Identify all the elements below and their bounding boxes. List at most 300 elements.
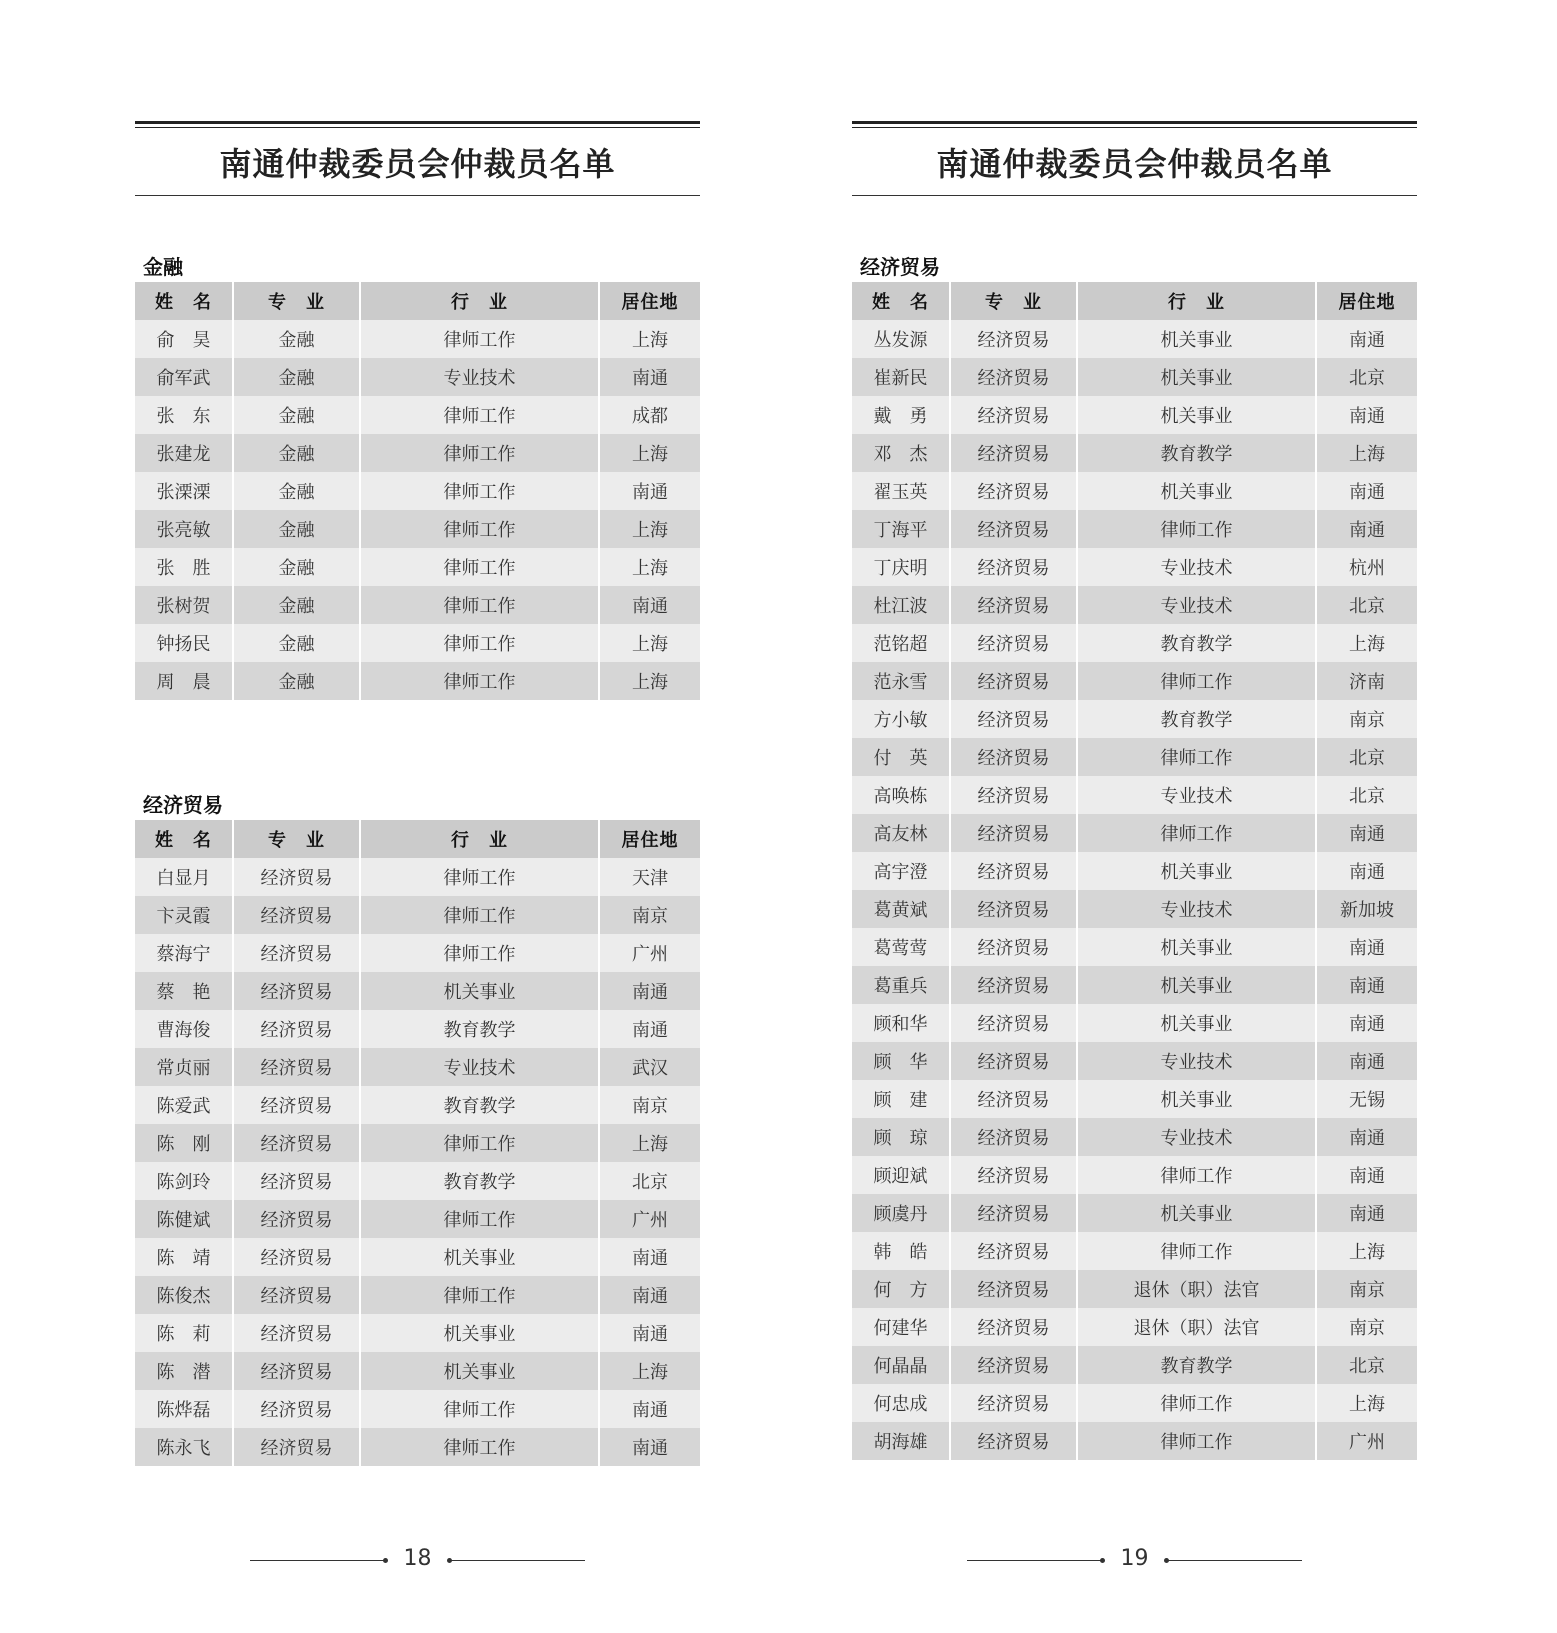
table-row [852,738,1417,776]
cell-industry: 机关事业 [360,1314,599,1352]
cell-industry: 专业技术 [1077,776,1316,814]
column-header-name: 姓 名 [135,820,233,858]
cell-residence: 南通 [1316,966,1417,1004]
cell-name: 顾迎斌 [852,1156,950,1194]
column-header-name: 姓 名 [135,282,233,320]
cell-industry: 机关事业 [1077,320,1316,358]
cell-specialty: 经济贸易 [950,1080,1077,1118]
cell-name: 张溧溧 [135,472,233,510]
footer-rule-right [450,1560,585,1561]
table-row [135,1390,700,1428]
cell-name: 顾和华 [852,1004,950,1042]
cell-industry: 律师工作 [360,586,599,624]
cell-specialty: 经济贸易 [950,396,1077,434]
cell-specialty: 经济贸易 [950,852,1077,890]
arbitrator-table-economy-trade [135,820,700,1466]
column-header-residence: 居住地 [1316,282,1417,320]
cell-specialty: 经济贸易 [950,662,1077,700]
cell-name: 高唤栋 [852,776,950,814]
table-row [852,586,1417,624]
cell-specialty: 经济贸易 [233,1352,360,1390]
cell-industry: 教育教学 [360,1086,599,1124]
table-row [135,662,700,700]
cell-residence: 上海 [1316,624,1417,662]
table-row [135,858,700,896]
table-row [852,852,1417,890]
page-title: 南通仲裁委员会仲裁员名单 [219,145,616,183]
cell-industry: 专业技术 [1077,890,1316,928]
cell-specialty: 经济贸易 [950,1308,1077,1346]
page-header [852,121,1417,196]
cell-specialty: 金融 [233,662,360,700]
cell-name: 邓 杰 [852,434,950,472]
cell-specialty: 经济贸易 [233,1428,360,1466]
cell-residence: 南通 [599,1010,700,1048]
cell-specialty: 经济贸易 [950,434,1077,472]
cell-name: 蔡 艳 [135,972,233,1010]
cell-name: 高友林 [852,814,950,852]
table-row [852,396,1417,434]
cell-residence: 南通 [599,972,700,1010]
cell-industry: 机关事业 [1077,1194,1316,1232]
cell-industry: 教育教学 [1077,700,1316,738]
cell-residence: 南通 [599,1276,700,1314]
cell-name: 杜江波 [852,586,950,624]
table-row [135,586,700,624]
table-row [852,1004,1417,1042]
table-row [852,358,1417,396]
table-row [852,966,1417,1004]
cell-name: 陈烨磊 [135,1390,233,1428]
column-header-residence: 居住地 [599,820,700,858]
cell-specialty: 经济贸易 [950,320,1077,358]
cell-industry: 律师工作 [1077,738,1316,776]
cell-name: 何晶晶 [852,1346,950,1384]
table-row [135,1162,700,1200]
cell-name: 陈 莉 [135,1314,233,1352]
table-row [135,434,700,472]
column-header-name: 姓 名 [852,282,950,320]
table-row [852,1422,1417,1460]
cell-specialty: 经济贸易 [233,1200,360,1238]
table-row [852,1080,1417,1118]
cell-residence: 南通 [1316,1156,1417,1194]
table-row [135,548,700,586]
cell-residence: 杭州 [1316,548,1417,586]
cell-specialty: 经济贸易 [950,1270,1077,1308]
table-row [135,972,700,1010]
cell-name: 白显月 [135,858,233,896]
cell-residence: 南通 [599,586,700,624]
cell-industry: 教育教学 [1077,1346,1316,1384]
cell-residence: 济南 [1316,662,1417,700]
column-header-residence: 居住地 [599,282,700,320]
cell-industry: 教育教学 [360,1162,599,1200]
cell-specialty: 经济贸易 [233,1010,360,1048]
table-row [135,1010,700,1048]
header-rule-thin [135,127,700,128]
cell-residence: 南通 [1316,852,1417,890]
header-rule-thick [852,121,1417,124]
table-row [852,1042,1417,1080]
cell-industry: 律师工作 [1077,662,1316,700]
cell-residence: 南通 [1316,510,1417,548]
cell-residence: 成都 [599,396,700,434]
cell-specialty: 经济贸易 [233,1048,360,1086]
cell-name: 顾 琼 [852,1118,950,1156]
cell-name: 葛重兵 [852,966,950,1004]
cell-industry: 律师工作 [1077,510,1316,548]
section-title-finance: 金融 [143,255,183,279]
table-row [135,1200,700,1238]
cell-industry: 律师工作 [360,662,599,700]
cell-residence: 北京 [1316,586,1417,624]
cell-name: 曹海俊 [135,1010,233,1048]
cell-industry: 律师工作 [1077,1232,1316,1270]
cell-name: 方小敏 [852,700,950,738]
table-row [852,700,1417,738]
cell-name: 俞军武 [135,358,233,396]
cell-name: 张 胜 [135,548,233,586]
cell-residence: 南京 [1316,1308,1417,1346]
column-header-specialty: 专 业 [233,282,360,320]
cell-residence: 南通 [1316,1004,1417,1042]
cell-residence: 上海 [1316,1232,1417,1270]
table-row [135,396,700,434]
arbitrator-table-finance [135,282,700,700]
cell-industry: 专业技术 [360,358,599,396]
table-header-row [852,282,1417,320]
table-row [135,934,700,972]
cell-residence: 北京 [1316,738,1417,776]
column-header-specialty: 专 业 [950,282,1077,320]
cell-specialty: 经济贸易 [950,1004,1077,1042]
cell-industry: 机关事业 [1077,472,1316,510]
cell-name: 陈 潜 [135,1352,233,1390]
table-row [852,1308,1417,1346]
table-row [852,472,1417,510]
cell-name: 俞 昊 [135,320,233,358]
cell-specialty: 经济贸易 [233,858,360,896]
header-rule-bottom [852,195,1417,196]
cell-specialty: 金融 [233,358,360,396]
cell-specialty: 经济贸易 [950,548,1077,586]
cell-industry: 律师工作 [360,1390,599,1428]
cell-industry: 律师工作 [360,472,599,510]
cell-name: 顾 建 [852,1080,950,1118]
page-number-footer [250,1546,585,1576]
cell-residence: 新加坡 [1316,890,1417,928]
cell-residence: 南通 [1316,320,1417,358]
cell-specialty: 经济贸易 [950,1156,1077,1194]
cell-residence: 北京 [1316,776,1417,814]
cell-specialty: 金融 [233,320,360,358]
cell-residence: 南通 [1316,1042,1417,1080]
cell-industry: 专业技术 [1077,548,1316,586]
cell-industry: 教育教学 [360,1010,599,1048]
cell-residence: 无锡 [1316,1080,1417,1118]
cell-specialty: 经济贸易 [233,1238,360,1276]
table-row [852,624,1417,662]
cell-specialty: 经济贸易 [950,890,1077,928]
cell-industry: 律师工作 [360,434,599,472]
cell-name: 翟玉英 [852,472,950,510]
cell-specialty: 经济贸易 [950,700,1077,738]
cell-name: 范铭超 [852,624,950,662]
cell-name: 崔新民 [852,358,950,396]
cell-specialty: 经济贸易 [233,934,360,972]
column-header-specialty: 专 业 [233,820,360,858]
cell-industry: 机关事业 [360,1238,599,1276]
cell-industry: 教育教学 [1077,434,1316,472]
cell-industry: 机关事业 [360,1352,599,1390]
cell-name: 葛黄斌 [852,890,950,928]
cell-specialty: 经济贸易 [233,1314,360,1352]
table-row [852,320,1417,358]
cell-residence: 南通 [1316,1118,1417,1156]
table-row [135,624,700,662]
cell-name: 张 东 [135,396,233,434]
page-title: 南通仲裁委员会仲裁员名单 [936,145,1333,183]
cell-name: 蔡海宁 [135,934,233,972]
cell-industry: 律师工作 [360,548,599,586]
cell-residence: 上海 [599,624,700,662]
header-rule-thin [852,127,1417,128]
cell-industry: 专业技术 [360,1048,599,1086]
cell-residence: 上海 [599,320,700,358]
table-row [135,1086,700,1124]
cell-residence: 上海 [599,510,700,548]
cell-specialty: 经济贸易 [950,472,1077,510]
cell-residence: 南通 [599,1428,700,1466]
cell-name: 丛发源 [852,320,950,358]
table-header-row [135,820,700,858]
table-row [135,1276,700,1314]
cell-specialty: 经济贸易 [950,624,1077,662]
table-row [135,358,700,396]
cell-name: 何 方 [852,1270,950,1308]
section-title-economy-trade: 经济贸易 [143,793,223,817]
cell-specialty: 经济贸易 [950,1384,1077,1422]
column-header-industry: 行 业 [360,282,599,320]
cell-residence: 北京 [599,1162,700,1200]
table-row [852,890,1417,928]
cell-name: 顾 华 [852,1042,950,1080]
table-row [852,1156,1417,1194]
cell-industry: 机关事业 [1077,396,1316,434]
cell-residence: 广州 [599,1200,700,1238]
cell-residence: 南通 [1316,1194,1417,1232]
cell-specialty: 金融 [233,586,360,624]
cell-industry: 律师工作 [1077,1156,1316,1194]
cell-industry: 律师工作 [360,858,599,896]
cell-industry: 律师工作 [1077,814,1316,852]
cell-industry: 律师工作 [1077,1384,1316,1422]
table-row [852,1384,1417,1422]
cell-industry: 专业技术 [1077,1042,1316,1080]
cell-name: 胡海雄 [852,1422,950,1460]
cell-industry: 律师工作 [360,1124,599,1162]
table-row [852,510,1417,548]
cell-name: 丁海平 [852,510,950,548]
cell-industry: 律师工作 [360,934,599,972]
cell-name: 付 英 [852,738,950,776]
cell-residence: 南京 [1316,1270,1417,1308]
cell-residence: 南通 [599,358,700,396]
cell-residence: 天津 [599,858,700,896]
cell-industry: 律师工作 [360,1428,599,1466]
cell-residence: 北京 [1316,358,1417,396]
cell-specialty: 经济贸易 [950,358,1077,396]
page-number: 18 [403,1546,432,1571]
table-row [135,1124,700,1162]
cell-name: 陈永飞 [135,1428,233,1466]
cell-residence: 南通 [599,1314,700,1352]
cell-name: 张亮敏 [135,510,233,548]
cell-specialty: 金融 [233,396,360,434]
cell-specialty: 经济贸易 [233,1124,360,1162]
cell-specialty: 经济贸易 [233,972,360,1010]
table-row [852,662,1417,700]
cell-residence: 上海 [1316,434,1417,472]
column-header-industry: 行 业 [1077,282,1316,320]
cell-name: 顾虞丹 [852,1194,950,1232]
table-row [135,1238,700,1276]
cell-specialty: 经济贸易 [233,1162,360,1200]
cell-specialty: 经济贸易 [950,966,1077,1004]
table-row [135,1352,700,1390]
cell-industry: 机关事业 [1077,852,1316,890]
cell-industry: 专业技术 [1077,586,1316,624]
cell-industry: 律师工作 [360,510,599,548]
cell-name: 陈 靖 [135,1238,233,1276]
cell-specialty: 经济贸易 [950,1194,1077,1232]
table-row [135,1314,700,1352]
table-row [135,1428,700,1466]
cell-industry: 律师工作 [360,896,599,934]
cell-specialty: 经济贸易 [950,586,1077,624]
cell-industry: 退休（职）法官 [1077,1308,1316,1346]
cell-residence: 南京 [599,1086,700,1124]
cell-residence: 上海 [1316,1384,1417,1422]
cell-name: 陈 刚 [135,1124,233,1162]
cell-name: 高宇澄 [852,852,950,890]
cell-industry: 律师工作 [360,1276,599,1314]
cell-residence: 广州 [1316,1422,1417,1460]
cell-specialty: 经济贸易 [950,1422,1077,1460]
cell-residence: 南通 [1316,396,1417,434]
cell-name: 陈俊杰 [135,1276,233,1314]
cell-specialty: 经济贸易 [233,896,360,934]
table-row [135,896,700,934]
cell-residence: 南通 [1316,472,1417,510]
cell-specialty: 金融 [233,472,360,510]
cell-specialty: 金融 [233,624,360,662]
cell-industry: 专业技术 [1077,1118,1316,1156]
page-number: 19 [1120,1546,1149,1571]
table-header-row [135,282,700,320]
cell-industry: 机关事业 [1077,1004,1316,1042]
cell-specialty: 经济贸易 [233,1390,360,1428]
cell-residence: 上海 [599,434,700,472]
cell-residence: 北京 [1316,1346,1417,1384]
header-rule-thick [135,121,700,124]
table-row [852,1270,1417,1308]
cell-specialty: 经济贸易 [950,1346,1077,1384]
cell-name: 常贞丽 [135,1048,233,1086]
cell-residence: 南通 [599,1390,700,1428]
cell-residence: 广州 [599,934,700,972]
cell-industry: 律师工作 [1077,1422,1316,1460]
cell-name: 钟扬民 [135,624,233,662]
cell-industry: 律师工作 [360,1200,599,1238]
cell-residence: 上海 [599,662,700,700]
arbitrator-table-economy-trade [852,282,1417,1460]
table-row [852,434,1417,472]
cell-name: 范永雪 [852,662,950,700]
cell-residence: 南通 [1316,928,1417,966]
cell-specialty: 经济贸易 [950,510,1077,548]
cell-residence: 武汉 [599,1048,700,1086]
footer-rule-right [1167,1560,1302,1561]
cell-name: 丁庆明 [852,548,950,586]
table-row [852,1232,1417,1270]
cell-name: 卞灵霞 [135,896,233,934]
table-row [852,548,1417,586]
cell-specialty: 金融 [233,510,360,548]
cell-residence: 南通 [599,472,700,510]
cell-name: 戴 勇 [852,396,950,434]
cell-name: 韩 皓 [852,1232,950,1270]
table-row [852,1194,1417,1232]
cell-specialty: 经济贸易 [233,1086,360,1124]
cell-name: 葛莺莺 [852,928,950,966]
table-row [852,1118,1417,1156]
cell-specialty: 经济贸易 [950,814,1077,852]
table-row [135,472,700,510]
cell-specialty: 金融 [233,548,360,586]
table-row [135,510,700,548]
page-header [135,121,700,196]
cell-name: 何忠成 [852,1384,950,1422]
section-title-economy-trade: 经济贸易 [860,255,940,279]
cell-industry: 机关事业 [360,972,599,1010]
cell-residence: 南京 [599,896,700,934]
cell-name: 陈剑玲 [135,1162,233,1200]
cell-residence: 南京 [1316,700,1417,738]
column-header-industry: 行 业 [360,820,599,858]
cell-name: 陈健斌 [135,1200,233,1238]
cell-name: 陈爱武 [135,1086,233,1124]
table-row [852,1346,1417,1384]
cell-specialty: 经济贸易 [950,1118,1077,1156]
cell-industry: 机关事业 [1077,966,1316,1004]
cell-industry: 律师工作 [360,396,599,434]
cell-name: 何建华 [852,1308,950,1346]
cell-name: 张建龙 [135,434,233,472]
table-row [852,814,1417,852]
header-rule-bottom [135,195,700,196]
cell-specialty: 经济贸易 [233,1276,360,1314]
table-row [852,776,1417,814]
cell-industry: 退休（职）法官 [1077,1270,1316,1308]
cell-industry: 教育教学 [1077,624,1316,662]
table-row [852,928,1417,966]
cell-residence: 南通 [599,1238,700,1276]
cell-specialty: 经济贸易 [950,1232,1077,1270]
cell-specialty: 金融 [233,434,360,472]
cell-industry: 机关事业 [1077,1080,1316,1118]
